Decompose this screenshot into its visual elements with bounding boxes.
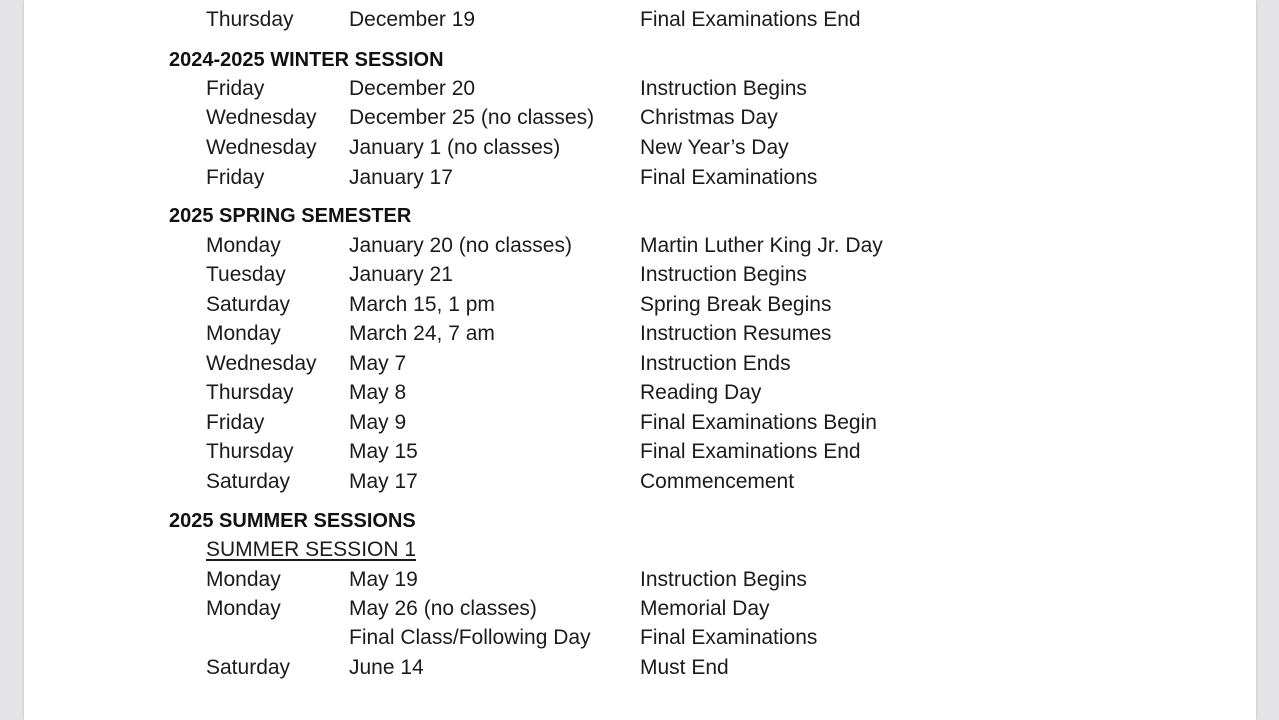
row-date: March 24, 7 am [349,322,495,345]
row-event: Final Examinations [640,626,818,649]
section-heading: 2024-2025 WINTER SESSION [169,49,444,71]
calendar-row [24,467,1256,497]
row-date: June 14 [349,656,424,679]
row-event: Memorial Day [640,597,770,620]
row-event: Christmas Day [640,106,778,129]
calendar-row [24,133,1256,163]
row-date: January 21 [349,263,453,286]
row-event: Instruction Ends [640,352,791,375]
calendar-row [24,623,1256,653]
calendar-row [24,349,1256,379]
calendar-row [24,408,1256,438]
row-date: January 20 (no classes) [349,234,572,257]
calendar-row [24,290,1256,320]
calendar-row [24,653,1256,683]
row-day: Thursday [206,381,294,404]
row-event: Final Examinations Begin [640,411,877,434]
row-day: Monday [206,597,281,620]
row-event: Final Examinations [640,166,818,189]
row-day: Friday [206,77,265,100]
row-day: Saturday [206,470,291,493]
row-day: Friday [206,411,265,434]
calendar-row [24,74,1256,104]
row-date: May 8 [349,381,407,404]
row-date: May 17 [349,470,418,493]
calendar-row [24,5,1256,35]
calendar-row [24,260,1256,290]
row-day: Wednesday [206,352,317,375]
calendar-row [24,565,1256,595]
row-date: May 19 [349,568,418,591]
calendar-page[interactable] [24,0,1256,720]
calendar-row [24,231,1256,261]
calendar-row [24,437,1256,467]
row-date: May 7 [349,352,407,375]
section-heading: 2025 SUMMER SESSIONS [169,510,416,532]
row-date: Final Class/Following Day [349,626,591,649]
row-event: Martin Luther King Jr. Day [640,234,883,257]
row-event: Reading Day [640,381,762,404]
row-event: Must End [640,656,729,679]
calendar-row [24,103,1256,133]
section-heading: 2025 SPRING SEMESTER [169,205,412,227]
row-date: May 26 (no classes) [349,597,537,620]
row-date: January 17 [349,166,453,189]
row-day: Saturday [206,656,291,679]
row-day: Tuesday [206,263,286,286]
row-event: Instruction Begins [640,568,807,591]
row-event: Instruction Begins [640,263,807,286]
row-event: Commencement [640,470,795,493]
row-date: December 19 [349,8,476,31]
calendar-row [24,378,1256,408]
row-date: December 20 [349,77,476,100]
row-date: January 1 (no classes) [349,136,561,159]
row-event: Instruction Resumes [640,322,832,345]
row-event: Spring Break Begins [640,293,832,316]
row-day: Wednesday [206,106,317,129]
calendar-row [24,594,1256,624]
row-day: Thursday [206,8,294,31]
calendar-row [24,319,1256,349]
row-day: Saturday [206,293,291,316]
row-day: Wednesday [206,136,317,159]
row-day: Friday [206,166,265,189]
row-date: March 15, 1 pm [349,293,495,316]
row-date: May 9 [349,411,407,434]
row-day: Monday [206,322,281,345]
calendar-row [24,163,1256,193]
row-event: Instruction Begins [640,77,807,100]
row-day: Thursday [206,440,294,463]
row-event: Final Examinations End [640,440,861,463]
row-date: May 15 [349,440,418,463]
section-subheading: SUMMER SESSION 1 [206,538,417,561]
row-event: New Year’s Day [640,136,789,159]
row-event: Final Examinations End [640,8,861,31]
row-day: Monday [206,568,281,591]
row-day: Monday [206,234,281,257]
row-date: December 25 (no classes) [349,106,595,129]
